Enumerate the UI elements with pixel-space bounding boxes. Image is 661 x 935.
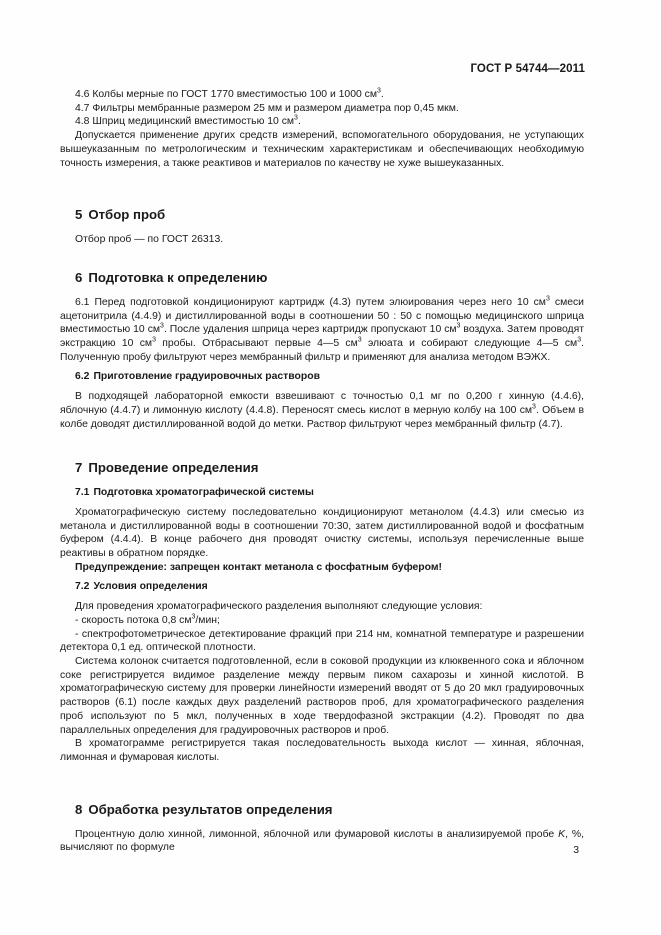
- item-4-6: 4.6 Колбы мерные по ГОСТ 1770 вместимостью 100 и 1000 $см^3$.: [75, 87, 384, 100]
- item-4-8: 4.8 Шприц медицинский вместимостью 10 $см^3$.: [75, 114, 301, 128]
- page-number: 3: [573, 845, 579, 856]
- section-5-text: Отбор проб — по ГОСТ 26313.: [75, 234, 224, 246]
- section-7-2-intro: Для проведения хроматографического разделения выполняют следующие условия:: [75, 601, 483, 613]
- section-6-2-paragraph: В подходящей лабораторной емкости взвешивают с точностью 0,1 мг по 0,200 г хинную (4.4.6), яблочную (4.4.7) и лимонную кислоту (4.4.8). Переносят смесь кислот в мерную колбу на 100 $см^3$. Объем в колбе доводят дистиллированной водой до метки. Раствор фильтруют через мембранный фильтр (4.7).: [60, 391, 584, 430]
- condition-detection: - спектрофотометрическое детектирование фракций при 214 нм, комнатной температуре и разрешении детектора 0,1 ед. оптической плотности.: [60, 628, 584, 654]
- chromatogram-paragraph: В хроматограмме регистрируется такая последовательность выхода кислот — хинная, яблочная, лимонная и фумаровая кислоты.: [60, 738, 584, 763]
- condition-flow-rate: - скорость потока 0,8 $см^3$/мин;: [75, 613, 220, 626]
- section-5-heading: 5 Отбор проб: [75, 207, 166, 223]
- warning-text: Предупреждение: запрещен контакт метанола с фосфатным буфером!: [75, 561, 443, 573]
- section-8-heading: 8 Обработка результатов определения: [75, 801, 333, 817]
- item-4-7: 4.7 Фильтры мембранные размером 25 мм и размером диаметра пор 0,45 мкм.: [75, 102, 459, 114]
- section-8-paragraph: Процентную долю хинной, лимонной, яблочной или фумаровой кислоты в анализируемой пробе K, %, вычисляют по формуле: [60, 828, 584, 854]
- column-system-paragraph: Система колонок считается подготовленной, если в соковой продукции из клюквенного сока и яблочном соке регистрируется видимое разделение между первым пиком сахарозы и хинной кислотой. В хроматографическую систему для проверки линейности измерений вводят от 5 до 20 мкл градуировочных растворов (6.1) после каждых двух разделений растворов проб, для хроматографического разделения проб используют по 5 мкл, полученных в ходе твердофазной экстракции (4.2). Проводят по два параллельных определения для градуировочных растворов и проб.: [60, 655, 584, 736]
- section-7-1-heading: 7.1 Подготовка хроматографической системы: [75, 487, 314, 499]
- document-code-header: ГОСТ Р 54744—2011: [470, 63, 585, 75]
- section-6-2-heading: 6.2 Приготовление градуировочных растворов: [75, 371, 320, 383]
- section-6-1-paragraph: 6.1 Перед подготовкой кондиционируют картридж (4.3) путем элюирования через него 10 $см^3$ смеси ацетонитрила (4.4.9) и дистиллированной воды в соотношении 50 : 50 с помощью медицинского шприца вместимостью 10 $см^3$. После удаления шприца через картридж пропускают 10 $см^3$ воздуха. Затем проводят экстракцию 10 $см^3$ пробы. Отбрасывают первые 4—5 $см^3$ элюата и собирают следующие 4—5 $см^3$. Полученную пробу фильтруют через мембранный фильтр и применяют для анализа методом ВЭЖХ.: [60, 295, 584, 363]
- section-6-heading: 6 Подготовка к определению: [75, 269, 268, 285]
- allowed-paragraph: Допускается применение других средств измерений, вспомогательного оборудования, не уступающих вышеуказанным по метрологическим и техническим характеристикам и обеспечивающих необходимую точность измерения, а также реактивов и материалов по качеству не хуже вышеуказанных.: [60, 130, 584, 169]
- section-7-heading: 7 Проведение определения: [75, 460, 259, 476]
- section-7-1-paragraph: Хроматографическую систему последовательно кондиционируют метанолом (4.4.3) или смесью из метанола и дистиллированной воды в соотношении 70:30, затем дистиллированной водой и фосфатным буфером (4.4.4). В конце рабочего дня проводят очистку системы, используя перечисленные выше реактивы в обратном порядке.: [60, 506, 584, 560]
- section-7-2-heading: 7.2 Условия определения: [75, 581, 208, 593]
- document-body: [60, 88, 584, 855]
